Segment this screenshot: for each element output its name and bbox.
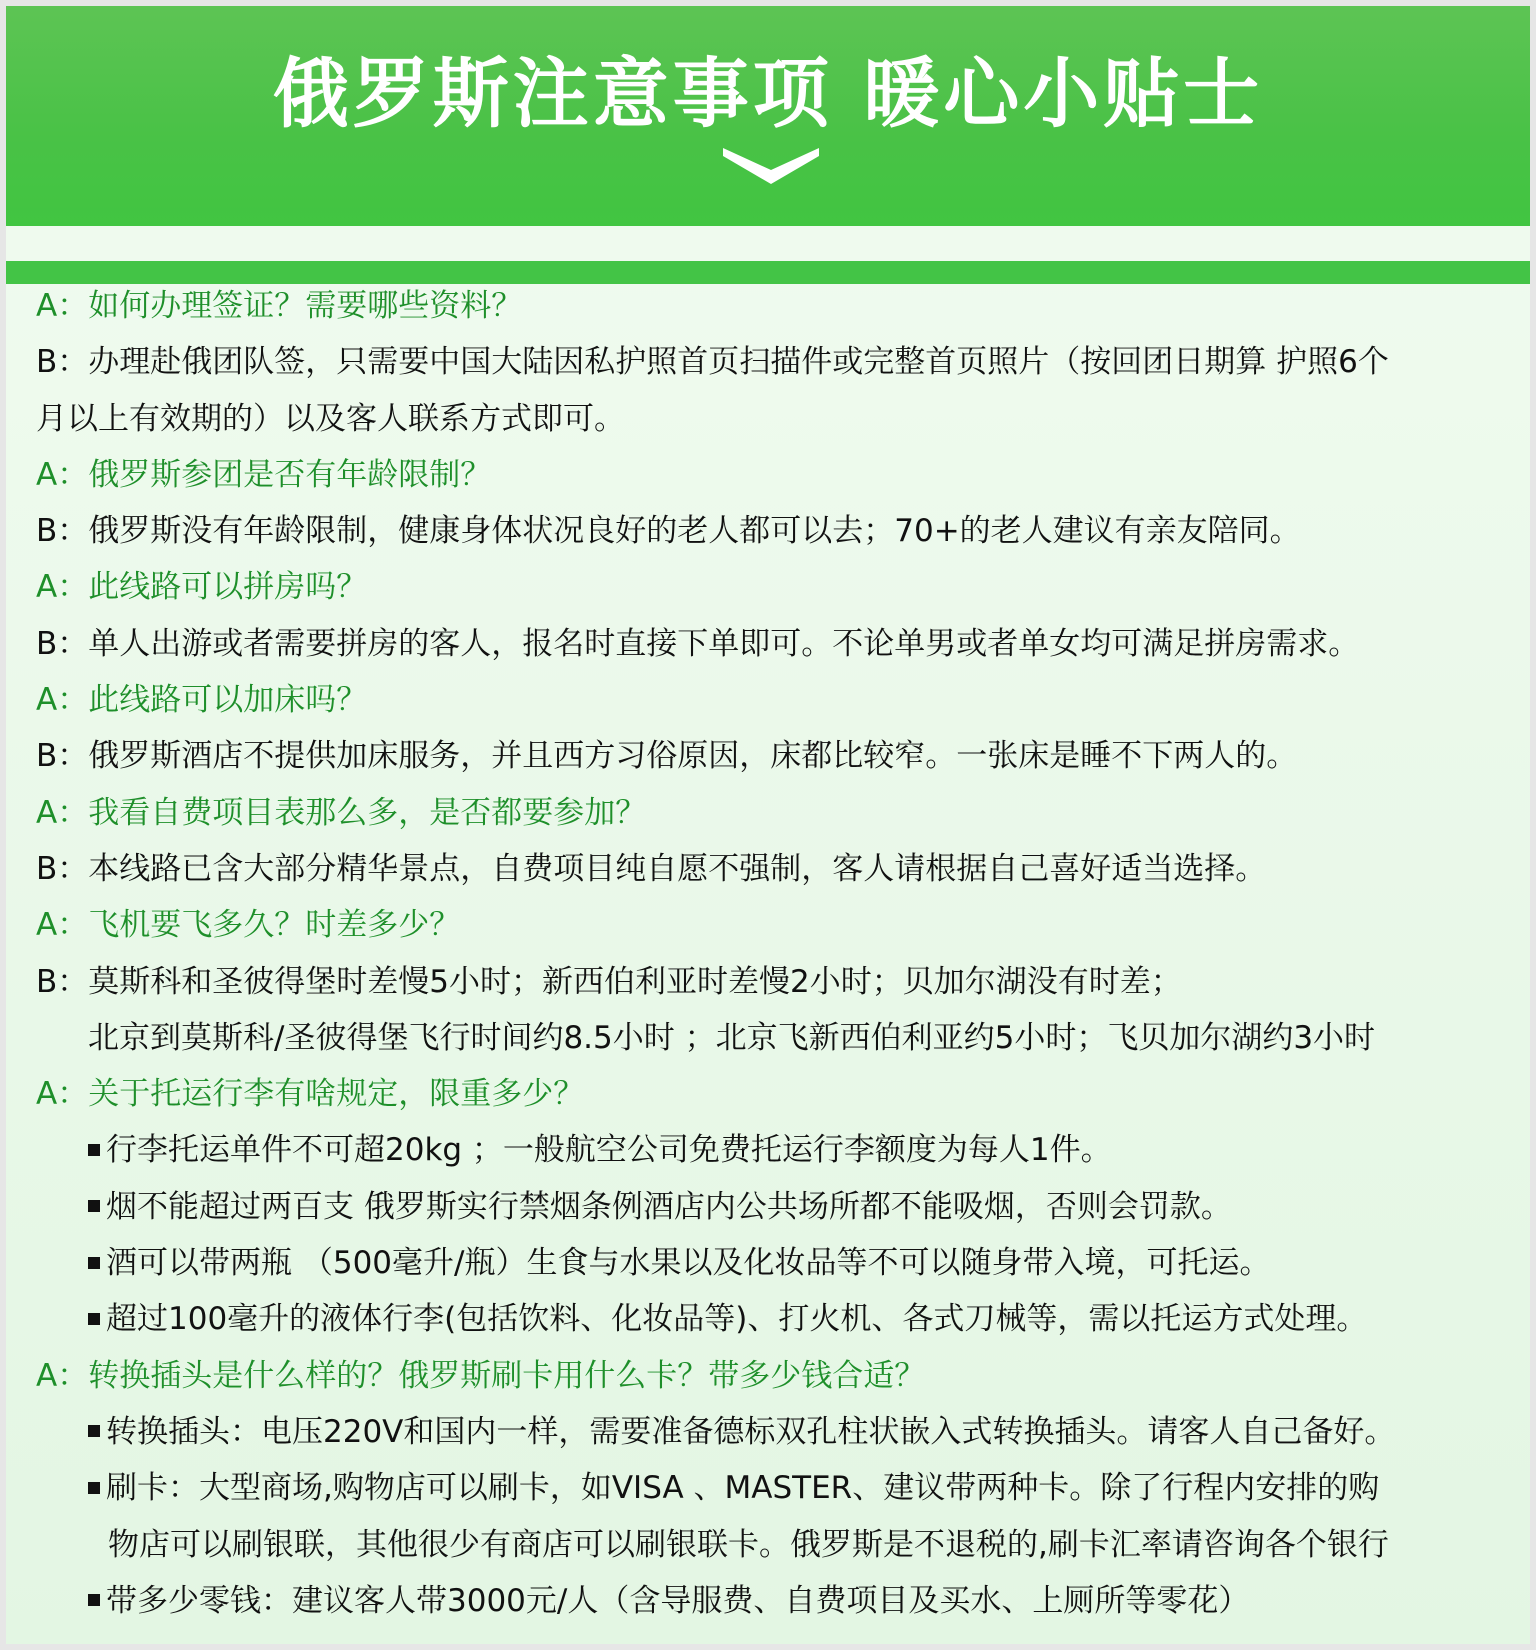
question-visa: A：如何办理签证？需要哪些资料？ (36, 288, 523, 324)
header-banner (6, 6, 1530, 226)
answer-cash: 带多少零钱：建议客人带3000元/人（含导服费、自费项目及买水、上厕所等零花） (106, 1582, 1250, 1619)
faq-list (36, 278, 1506, 1629)
answer-luggage-alcohol: 酒可以带两瓶 （500毫升/瓶）生食与水果以及化妆品等不可以随身带入境，可托运。 (106, 1245, 1271, 1282)
bullet-icon (88, 1200, 100, 1212)
question-age-limit: A：俄罗斯参团是否有年龄限制？ (36, 456, 492, 493)
question-optional-items: A：我看自费项目表那么多，是否都要参加？ (36, 794, 647, 831)
answer-extra-bed: B：俄罗斯酒店不提供加床服务，并且西方习俗原因，床都比较窄。一张床是睡不下两人的。 (36, 738, 1298, 775)
list-item (36, 1291, 1506, 1347)
list-item (36, 1404, 1506, 1460)
list-item (36, 1122, 1506, 1178)
bullet-icon (88, 1257, 100, 1269)
answer-luggage-liquids: 超过100毫升的液体行李(包括饮料、化妆品等)、打火机、各式刀械等，需以托运方式处理。 (106, 1301, 1368, 1338)
question-extra-bed: A：此线路可以加床吗？ (36, 682, 368, 719)
question-room-share: A：此线路可以拼房吗？ (36, 569, 368, 606)
bullet-icon (88, 1482, 100, 1494)
answer-optional-items: B：本线路已含大部分精华景点，自费项目纯自愿不强制，客人请根据自己喜好适当选择。 (36, 850, 1267, 887)
answer-luggage-weight: 行李托运单件不可超20kg ；一般航空公司免费托运行李额度为每人1件。 (106, 1132, 1112, 1169)
question-flight-time: A：飞机要飞多久？时差多少？ (36, 907, 461, 944)
answer-visa-line1: B：办理赴俄团队签，只需要中国大陆因私护照首页扫描件或完整首页照片（按回团日期算 护照6个 (36, 344, 1389, 381)
list-item (36, 1460, 1506, 1516)
answer-card-line2: 物店可以刷银联，其他很少有商店可以刷银联卡。俄罗斯是不退税的,刷卡汇率请咨询各个银行 (108, 1526, 1389, 1563)
answer-plug: 转换插头：电压220V和国内一样，需要准备德标双孔柱状嵌入式转换插头。请客人自己备好。 (106, 1413, 1396, 1450)
answer-visa-line2: 月以上有效期的）以及客人联系方式即可。 (36, 400, 625, 437)
bullet-icon (88, 1425, 100, 1437)
bullet-icon (88, 1594, 100, 1606)
answer-flight-time-line2: 北京到莫斯科/圣彼得堡飞行时间约8.5小时 ；北京飞新西伯利亚约5小时；飞贝加尔湖约3小时 (88, 1019, 1376, 1056)
list-item (36, 1235, 1506, 1291)
page-title: 俄罗斯注意事项 暖心小贴士 (272, 49, 1264, 138)
answer-age-limit: B：俄罗斯没有年龄限制，健康身体状况良好的老人都可以去；70+的老人建议有亲友陪同。 (36, 513, 1301, 550)
bullet-icon (88, 1313, 100, 1325)
bullet-icon (88, 1144, 100, 1156)
answer-flight-time-line1: B：莫斯科和圣彼得堡时差慢5小时；新西伯利亚时差慢2小时；贝加尔湖没有时差； (36, 963, 1182, 1000)
question-luggage: A：关于托运行李有啥规定，限重多少？ (36, 1076, 585, 1113)
list-item (36, 1573, 1506, 1629)
answer-room-share: B：单人出游或者需要拼房的客人，报名时直接下单即可。不论单男或者单女均可满足拼房需求。 (36, 625, 1360, 662)
answer-luggage-tobacco: 烟不能超过两百支 俄罗斯实行禁烟条例酒店内公共场所都不能吸烟，否则会罚款。 (106, 1188, 1232, 1225)
page-frame (6, 6, 1530, 1644)
chevron-down-icon (723, 148, 819, 188)
question-plug-card-money: A：转换插头是什么样的？俄罗斯刷卡用什么卡？带多少钱合适？ (36, 1357, 926, 1394)
answer-card-line1: 刷卡：大型商场,购物店可以刷卡，如VISA 、MASTER、建议带两种卡。除了行程内安排的购 (106, 1470, 1380, 1507)
list-item (36, 1179, 1506, 1235)
